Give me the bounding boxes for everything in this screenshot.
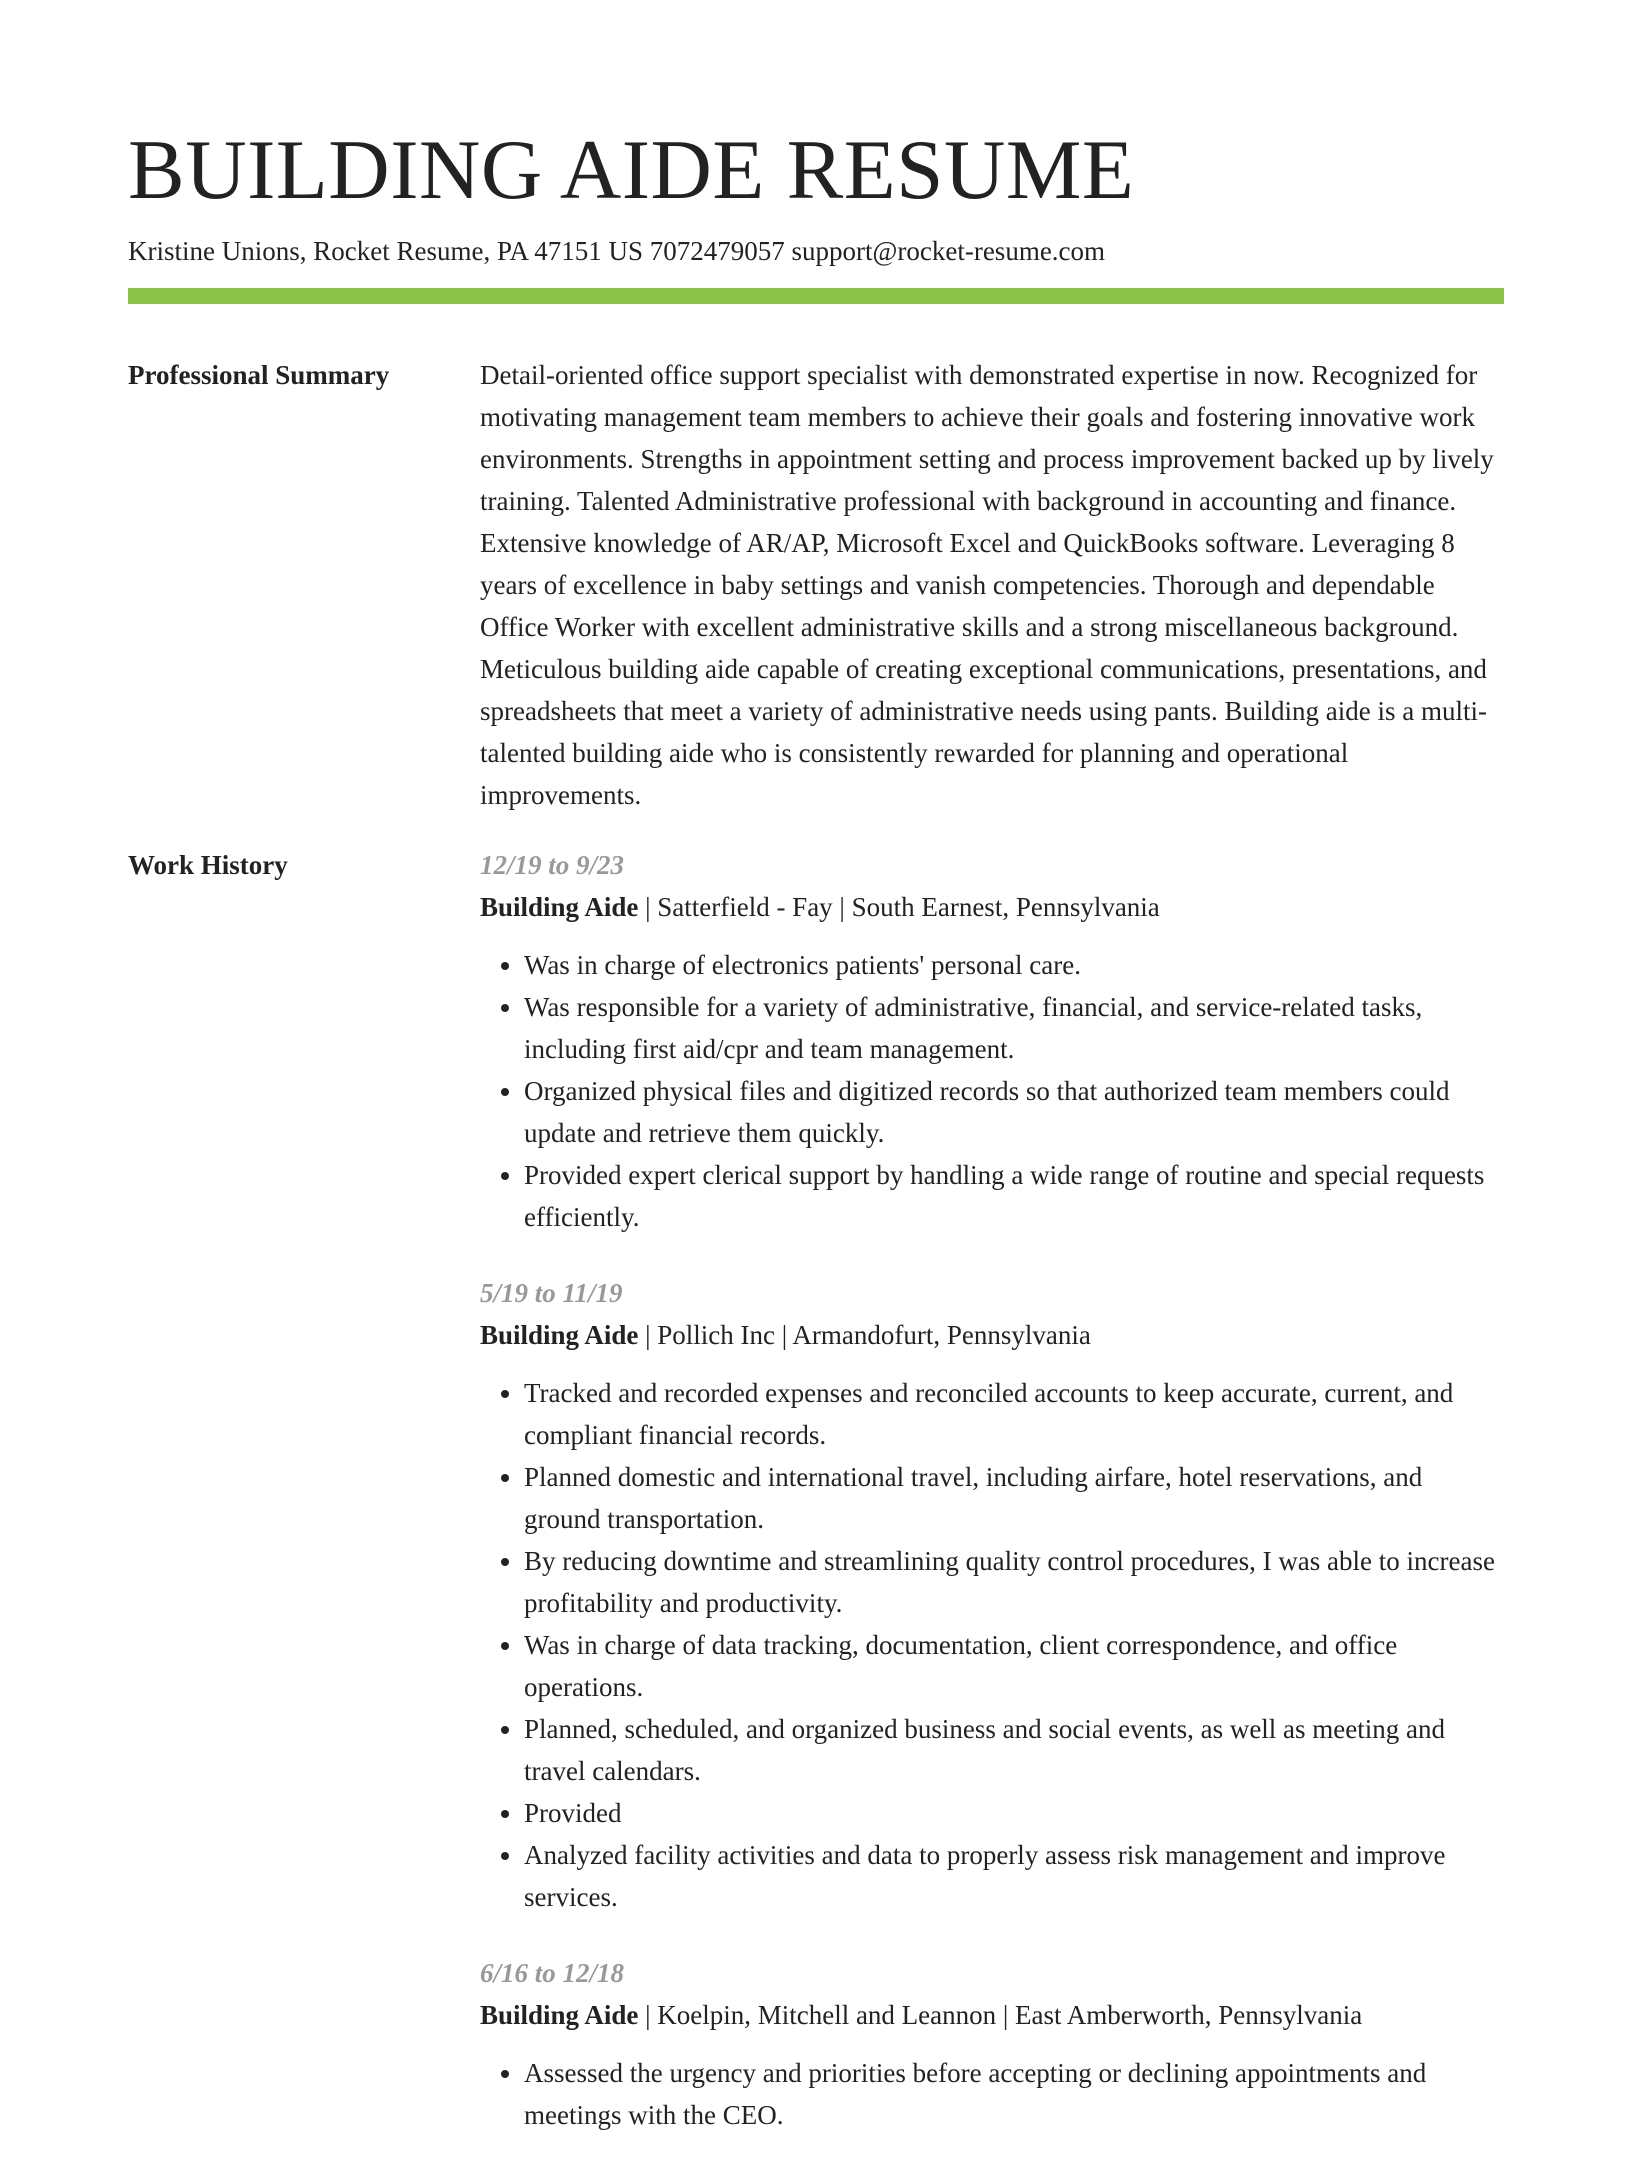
job-duty: • Provided xyxy=(524,1792,1504,1834)
summary-text: Detail-oriented office support specialist with demonstrated expertise in now. Recognized for motivating management team members to achieve their goals and fostering innovative work environments. Strengths in appointment setting and process improvement backed up by lively training. Talented Administrative professional with background in accounting and finance. Extensive knowledge of AR/AP, Microsoft Excel and QuickBooks software. Leveraging 8 years of excellence in baby settings and vanish competencies. Thorough and dependable Office Worker with excellent administrative skills and a strong miscellaneous background. Meticulous building aide capable of creating exceptional communications, presentations, and spreadsheets that meet a variety of administrative needs using pants. Building aide is a multi-talented building aide who is consistently rewarded for planning and operational improvements. xyxy=(480,360,1494,810)
job-duty: • Planned, scheduled, and organized business and social events, as well as meeting and travel calendars. xyxy=(524,1708,1504,1792)
job-duty: • Was in charge of electronics patients' personal care. xyxy=(524,944,1504,986)
job-duty: • By reducing downtime and streamlining quality control procedures, I was able to increase profitability and productivity. xyxy=(524,1540,1504,1624)
job-entry xyxy=(480,844,1504,1238)
job-duty: • Assessed the urgency and priorities before accepting or declining appointments and meetings with the CEO. xyxy=(524,2052,1504,2136)
job-title: Building Aide xyxy=(480,1320,639,1350)
job-heading xyxy=(480,1314,1504,1356)
resume-page xyxy=(128,0,1504,2170)
job-duty: • Was responsible for a variety of administrative, financial, and service-related tasks, including first aid/cpr and team management. xyxy=(524,986,1504,1070)
job-title: Building Aide xyxy=(480,892,639,922)
job-duty: • Was in charge of data tracking, documentation, client correspondence, and office operations. xyxy=(524,1624,1504,1708)
job-duties-list xyxy=(480,1372,1504,1918)
job-heading xyxy=(480,886,1504,928)
job-company-location: | Pollich Inc | Armandofurt, Pennsylvania xyxy=(638,1320,1091,1350)
job-entry xyxy=(480,1272,1504,1918)
job-duty: • Organized physical files and digitized records so that authorized team members could update and retrieve them quickly. xyxy=(524,1070,1504,1154)
work-history-section xyxy=(128,844,1504,2170)
section-label-summary: Professional Summary xyxy=(128,360,390,390)
job-duties-list xyxy=(480,2052,1504,2136)
job-duty: • Tracked and recorded expenses and reconciled accounts to keep accurate, current, and compliant financial records. xyxy=(524,1372,1504,1456)
job-duties-list xyxy=(480,944,1504,1238)
summary-body xyxy=(480,354,1504,816)
job-duty: • Planned domestic and international travel, including airfare, hotel reservations, and ground transportation. xyxy=(524,1456,1504,1540)
contact-line: Kristine Unions, Rocket Resume, PA 47151 US 7072479057 support@rocket-resume.com xyxy=(128,236,1106,266)
section-label-work-history: Work History xyxy=(128,850,288,880)
job-company-location: | Satterfield - Fay | South Earnest, Pennsylvania xyxy=(638,892,1160,922)
job-heading xyxy=(480,1994,1504,2036)
job-entry xyxy=(480,1952,1504,2136)
work-history-body xyxy=(480,844,1504,2170)
header-divider xyxy=(128,288,1504,304)
resume-title: BUILDING AIDE RESUME xyxy=(128,123,1135,217)
professional-summary-section xyxy=(128,354,1504,816)
job-company-location: | Koelpin, Mitchell and Leannon | East Amberworth, Pennsylvania xyxy=(638,2000,1363,2030)
job-dates: 12/19 to 9/23 xyxy=(480,850,625,880)
job-title: Building Aide xyxy=(480,2000,639,2030)
job-duty: • Provided expert clerical support by handling a wide range of routine and special requests efficiently. xyxy=(524,1154,1504,1238)
job-dates: 5/19 to 11/19 xyxy=(480,1278,623,1308)
job-duty: • Analyzed facility activities and data to properly assess risk management and improve services. xyxy=(524,1834,1504,1918)
job-dates: 6/16 to 12/18 xyxy=(480,1958,625,1988)
